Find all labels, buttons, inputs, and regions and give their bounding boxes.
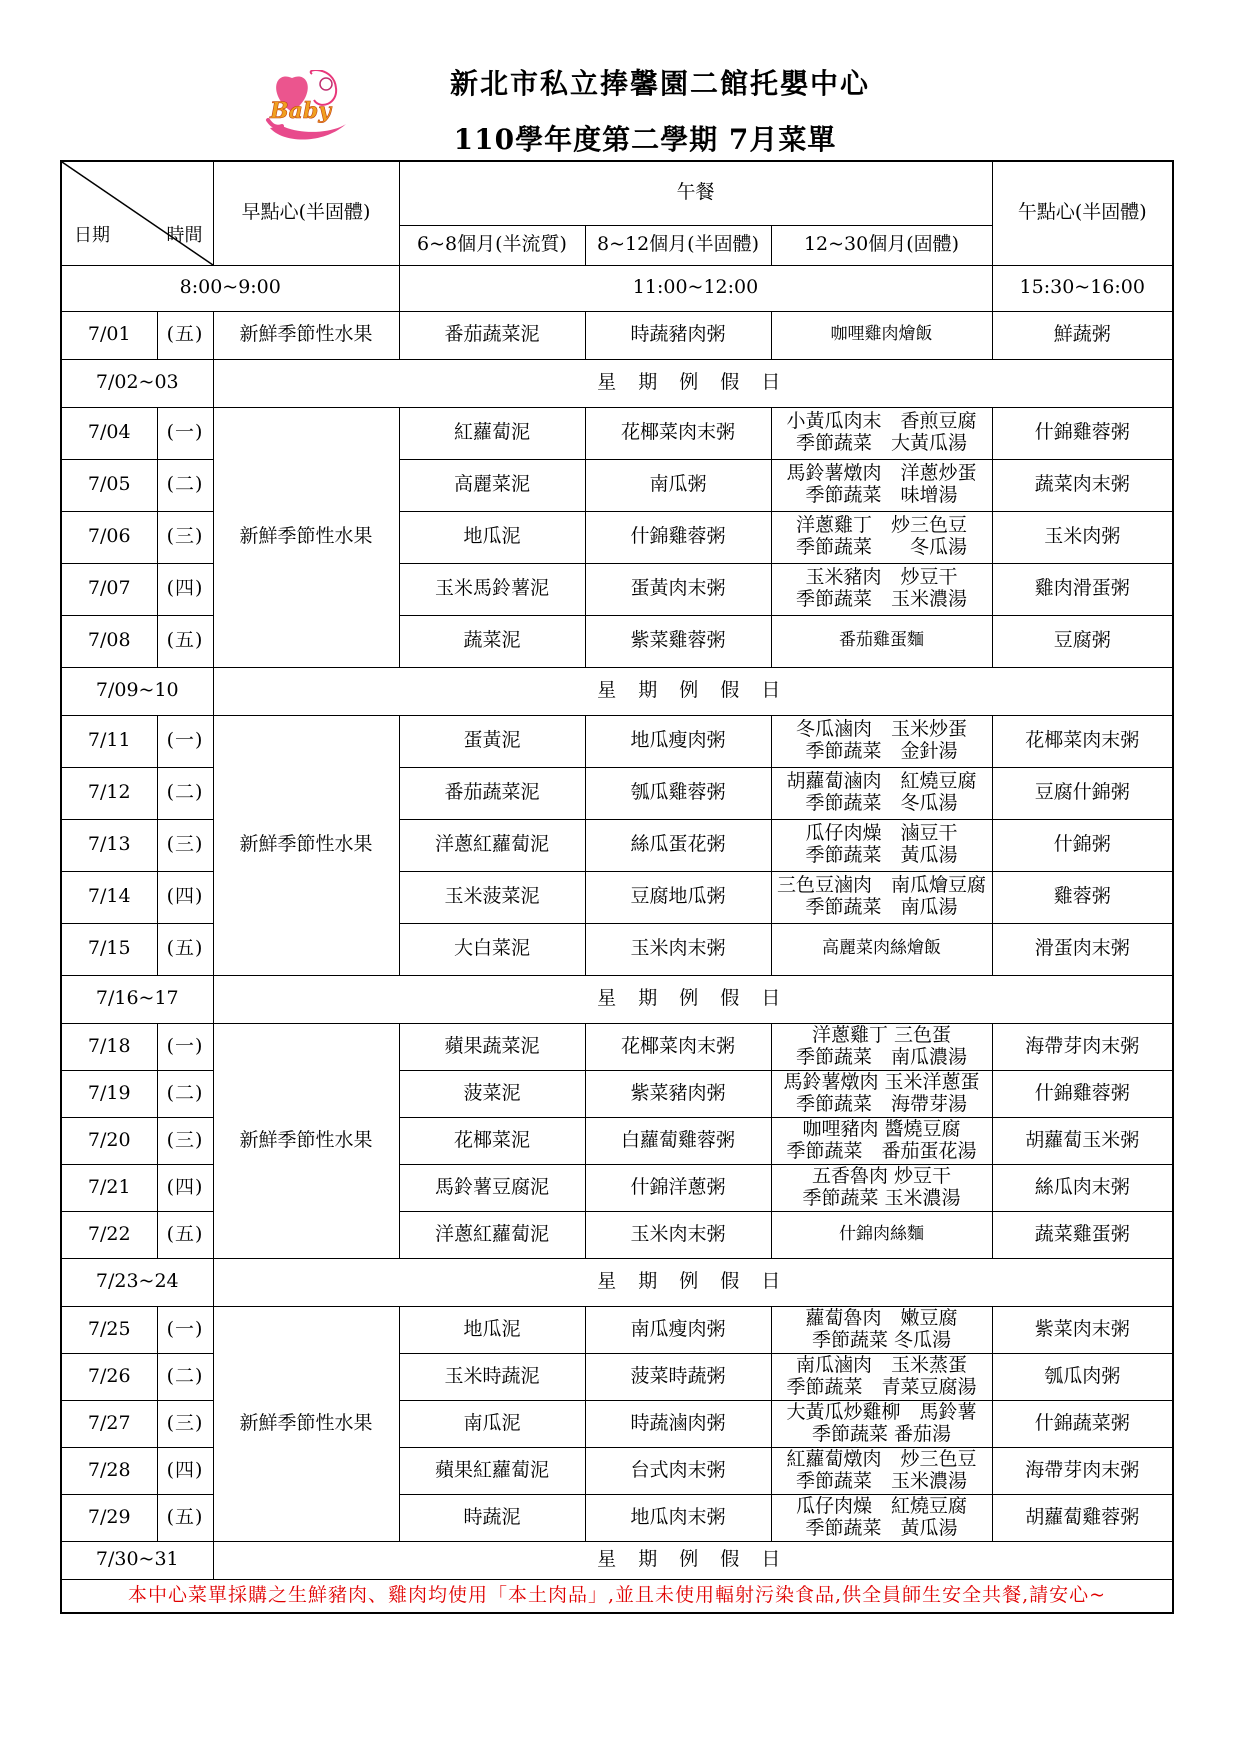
morning-snack-cell: 新鮮季節性水果 [213,407,399,667]
lunch-6-8-cell: 大白菜泥 [399,923,585,975]
lunch-8-12-cell: 紫菜雞蓉粥 [585,615,771,667]
holiday-date: 7/16~17 [61,975,213,1023]
lunch-12-30-line2: 季節蔬菜 味增湯 [805,484,958,506]
lunch-12-30-line1: 紅蘿蔔燉肉 炒三色豆 [786,1447,977,1470]
lunch-12-30-line1: 冬瓜滷肉 玉米炒蛋 [796,718,968,741]
menu-weekday: (五) [157,923,213,975]
lunch-12-30-line2: 季節蔬菜 青菜豆腐湯 [786,1375,977,1398]
lunch-8-12-cell: 豆腐地瓜粥 [585,871,771,923]
menu-date: 7/25 [61,1306,157,1353]
lunch-12-30-line2: 季節蔬菜 大黃瓜湯 [796,432,968,454]
menu-date: 7/26 [61,1353,157,1400]
lunch-6-8-cell: 馬鈴薯豆腐泥 [399,1164,585,1211]
afternoon-snack-cell: 胡蘿蔔雞蓉粥 [992,1494,1173,1541]
menu-weekday: (四) [157,871,213,923]
lunch-6-8-cell: 地瓜泥 [399,1306,585,1353]
footer-note: 本中心菜單採購之生鮮豬肉、雞肉均使用「本土肉品」,並且未使用輻射污染食品,供全員師生安全共餐,請安心~ [61,1579,1173,1613]
afternoon-snack-cell: 海帶芽肉末粥 [992,1447,1173,1494]
morning-snack-cell: 新鮮季節性水果 [213,1306,399,1541]
menu-date: 7/19 [61,1070,157,1117]
lunch-12-30-cell [771,1023,992,1070]
lunch-8-12-cell: 時蔬滷肉粥 [585,1400,771,1447]
holiday-date: 7/23~24 [61,1258,213,1306]
lunch-12-30-line2: 季節蔬菜 金針湯 [805,740,958,762]
lunch-6-8-cell: 高麗菜泥 [399,459,585,511]
morning-snack-cell: 新鮮季節性水果 [213,311,399,359]
afternoon-snack-cell: 胡蘿蔔玉米粥 [992,1117,1173,1164]
time-afternoon: 15:30~16:00 [992,265,1173,311]
menu-weekday: (三) [157,511,213,563]
holiday-label: 星 期 例 假 日 [213,1541,1173,1579]
table-row [61,1023,1173,1070]
lunch-12-30-line2: 季節蔬菜 冬瓜湯 [796,536,968,558]
holiday-row [61,1258,1173,1306]
table-row [61,407,1173,459]
lunch-12-30-cell [771,563,992,615]
lunch-12-30-cell [771,923,992,975]
holiday-label: 星 期 例 假 日 [213,1258,1173,1306]
holiday-date: 7/02~03 [61,359,213,407]
afternoon-snack-cell: 滑蛋肉末粥 [992,923,1173,975]
lunch-6-8-cell: 花椰菜泥 [399,1117,585,1164]
lunch-12-30-line1: 咖哩豬肉 醬燒豆腐 [802,1117,961,1140]
holiday-label: 星 期 例 假 日 [213,975,1173,1023]
afternoon-snack-cell: 蔬菜肉末粥 [992,459,1173,511]
menu-date: 7/05 [61,459,157,511]
lunch-8-12-cell: 南瓜瘦肉粥 [585,1306,771,1353]
lunch-8-12-header: 8~12個月(半固體) [585,225,771,265]
afternoon-snack-cell: 鮮蔬粥 [992,311,1173,359]
lunch-8-12-cell: 白蘿蔔雞蓉粥 [585,1117,771,1164]
lunch-6-8-cell: 玉米時蔬泥 [399,1353,585,1400]
holiday-row [61,359,1173,407]
lunch-12-30-cell [771,819,992,871]
lunch-12-30-line1: 小黃瓜肉末 香煎豆腐 [786,410,977,433]
lunch-12-30-cell [771,511,992,563]
table-row [61,311,1173,359]
lunch-6-8-header: 6~8個月(半流質) [399,225,585,265]
morning-snack-header: 早點心(半固體) [213,161,399,265]
menu-date: 7/27 [61,1400,157,1447]
lunch-8-12-cell: 地瓜瘦肉粥 [585,715,771,767]
lunch-12-30-cell [771,407,992,459]
lunch-6-8-cell: 蘋果蔬菜泥 [399,1023,585,1070]
menu-weekday: (五) [157,615,213,667]
afternoon-snack-header: 午點心(半固體) [992,161,1173,265]
holiday-label: 星 期 例 假 日 [213,359,1173,407]
afternoon-snack-cell: 雞肉滑蛋粥 [992,563,1173,615]
menu-date: 7/15 [61,923,157,975]
menu-date: 7/20 [61,1117,157,1164]
menu-weekday: (四) [157,1164,213,1211]
lunch-12-30-cell [771,1164,992,1211]
lunch-12-30-cell [771,871,992,923]
menu-date: 7/13 [61,819,157,871]
lunch-8-12-cell: 南瓜粥 [585,459,771,511]
lunch-8-12-cell: 台式肉末粥 [585,1447,771,1494]
lunch-12-30-line1: 高麗菜肉絲燴飯 [822,938,941,959]
lunch-12-30-line1: 蘿蔔魯肉 嫩豆腐 [805,1306,958,1329]
holiday-row [61,1541,1173,1579]
lunch-6-8-cell: 洋蔥紅蘿蔔泥 [399,819,585,871]
lunch-12-30-line1: 瓜仔肉燥 滷豆干 [805,822,958,845]
lunch-6-8-cell: 地瓜泥 [399,511,585,563]
menu-table [60,160,1174,1614]
lunch-6-8-cell: 玉米菠菜泥 [399,871,585,923]
lunch-12-30-cell [771,1306,992,1353]
lunch-12-30-cell [771,311,992,359]
holiday-row [61,667,1173,715]
date-time-header-cell [61,161,213,265]
lunch-12-30-line2: 季節蔬菜 冬瓜湯 [811,1328,952,1351]
holiday-date: 7/09~10 [61,667,213,715]
lunch-8-12-cell: 什錦雞蓉粥 [585,511,771,563]
lunch-8-12-cell: 花椰菜肉末粥 [585,1023,771,1070]
menu-date: 7/04 [61,407,157,459]
lunch-8-12-cell: 蛋黃肉末粥 [585,563,771,615]
lunch-12-30-line2: 季節蔬菜 玉米濃湯 [802,1186,961,1209]
afternoon-snack-cell: 豆腐什錦粥 [992,767,1173,819]
morning-snack-cell: 新鮮季節性水果 [213,715,399,975]
lunch-6-8-cell: 番茄蔬菜泥 [399,311,585,359]
page-header [0,0,1240,160]
lunch-8-12-cell: 瓠瓜雞蓉粥 [585,767,771,819]
lunch-12-30-cell [771,1353,992,1400]
lunch-8-12-cell: 地瓜肉末粥 [585,1494,771,1541]
menu-weekday: (一) [157,407,213,459]
menu-date: 7/06 [61,511,157,563]
menu-weekday: (三) [157,819,213,871]
lunch-8-12-cell: 什錦洋蔥粥 [585,1164,771,1211]
lunch-12-30-line1: 胡蘿蔔滷肉 紅燒豆腐 [786,770,977,793]
lunch-12-30-line2: 季節蔬菜 南瓜湯 [805,896,958,918]
afternoon-snack-cell: 瓠瓜肉粥 [992,1353,1173,1400]
lunch-12-30-cell [771,715,992,767]
lunch-6-8-cell: 蔬菜泥 [399,615,585,667]
menu-weekday: (二) [157,767,213,819]
lunch-8-12-cell: 菠菜時蔬粥 [585,1353,771,1400]
afternoon-snack-cell: 花椰菜肉末粥 [992,715,1173,767]
lunch-6-8-cell: 番茄蔬菜泥 [399,767,585,819]
menu-weekday: (一) [157,1023,213,1070]
lunch-12-30-cell [771,767,992,819]
lunch-6-8-cell: 時蔬泥 [399,1494,585,1541]
logo-text: Baby [270,98,332,124]
lunch-8-12-cell: 玉米肉末粥 [585,1211,771,1258]
lunch-6-8-cell: 玉米馬鈴薯泥 [399,563,585,615]
lunch-8-12-cell: 紫菜豬肉粥 [585,1070,771,1117]
lunch-12-30-line1: 玉米豬肉 炒豆干 [805,566,958,589]
lunch-12-30-line1: 瓜仔肉燥 紅燒豆腐 [796,1494,968,1517]
morning-snack-cell: 新鮮季節性水果 [213,1023,399,1258]
afternoon-snack-cell: 絲瓜肉末粥 [992,1164,1173,1211]
afternoon-snack-cell: 什錦粥 [992,819,1173,871]
lunch-12-30-line1: 五香魯肉 炒豆干 [811,1164,952,1187]
afternoon-snack-cell: 蔬菜雞蛋粥 [992,1211,1173,1258]
menu-date: 7/18 [61,1023,157,1070]
lunch-12-30-cell [771,1494,992,1541]
menu-date: 7/11 [61,715,157,767]
lunch-12-30-line2: 季節蔬菜 海帶芽湯 [796,1092,968,1115]
afternoon-snack-cell: 什錦蔬菜粥 [992,1400,1173,1447]
lunch-12-30-cell [771,1117,992,1164]
lunch-12-30-cell [771,1070,992,1117]
lunch-12-30-line1: 番茄雞蛋麵 [839,630,924,651]
lunch-6-8-cell: 洋蔥紅蘿蔔泥 [399,1211,585,1258]
menu-weekday: (二) [157,1353,213,1400]
lunch-6-8-cell: 蛋黃泥 [399,715,585,767]
lunch-6-8-cell: 蘋果紅蘿蔔泥 [399,1447,585,1494]
time-lunch: 11:00~12:00 [399,265,992,311]
menu-date: 7/14 [61,871,157,923]
lunch-6-8-cell: 紅蘿蔔泥 [399,407,585,459]
lunch-12-30-line2: 季節蔬菜 南瓜濃湯 [796,1045,968,1068]
lunch-12-30-line1: 馬鈴薯燉肉 洋蔥炒蛋 [786,462,977,485]
menu-date: 7/28 [61,1447,157,1494]
time-label: 時間 [166,225,203,246]
menu-weekday: (三) [157,1117,213,1164]
afternoon-snack-cell: 豆腐粥 [992,615,1173,667]
menu-date: 7/01 [61,311,157,359]
menu-weekday: (五) [157,1211,213,1258]
lunch-12-30-line1: 三色豆滷肉 南瓜燴豆腐 [777,874,987,897]
lunch-12-30-line2: 季節蔬菜 番茄湯 [811,1422,952,1445]
afternoon-snack-cell: 什錦雞蓉粥 [992,1070,1173,1117]
menu-weekday: (一) [157,1306,213,1353]
date-label: 日期 [74,225,110,246]
lunch-8-12-cell: 時蔬豬肉粥 [585,311,771,359]
menu-weekday: (二) [157,1070,213,1117]
time-morning: 8:00~9:00 [61,265,399,311]
lunch-12-30-cell [771,1447,992,1494]
lunch-12-30-line2: 季節蔬菜 黃瓜湯 [805,844,958,866]
lunch-12-30-line1: 大黃瓜炒雞柳 馬鈴薯 [786,1400,977,1423]
lunch-12-30-line1: 咖哩雞肉燴飯 [830,324,933,345]
menu-weekday: (五) [157,1494,213,1541]
afternoon-snack-cell: 海帶芽肉末粥 [992,1023,1173,1070]
lunch-12-30-cell [771,615,992,667]
menu-date: 7/08 [61,615,157,667]
lunch-12-30-line2: 季節蔬菜 玉米濃湯 [796,1469,968,1492]
footer-row [61,1579,1173,1613]
menu-weekday: (四) [157,563,213,615]
lunch-12-30-line2: 季節蔬菜 番茄蛋花湯 [786,1139,977,1162]
lunch-12-30-line1: 洋蔥雞丁 炒三色豆 [796,514,968,537]
menu-weekday: (四) [157,1447,213,1494]
holiday-row [61,975,1173,1023]
page-subtitle: 110學年度第二學期 7月菜單 [453,123,837,156]
lunch-8-12-cell: 玉米肉末粥 [585,923,771,975]
menu-date: 7/07 [61,563,157,615]
lunch-12-30-line1: 馬鈴薯燉肉 玉米洋蔥蛋 [783,1070,980,1093]
lunch-12-30-line2: 季節蔬菜 冬瓜湯 [805,792,958,814]
lunch-6-8-cell: 南瓜泥 [399,1400,585,1447]
lunch-12-30-line2: 季節蔬菜 黃瓜湯 [805,1516,958,1539]
lunch-12-30-cell [771,1400,992,1447]
menu-weekday: (一) [157,715,213,767]
afternoon-snack-cell: 什錦雞蓉粥 [992,407,1173,459]
lunch-12-30-line2: 季節蔬菜 玉米濃湯 [796,588,968,610]
holiday-label: 星 期 例 假 日 [213,667,1173,715]
lunch-header: 午餐 [399,161,992,225]
lunch-12-30-cell [771,459,992,511]
lunch-12-30-cell [771,1211,992,1258]
lunch-8-12-cell: 絲瓜蛋花粥 [585,819,771,871]
menu-date: 7/12 [61,767,157,819]
menu-weekday: (五) [157,311,213,359]
menu-weekday: (三) [157,1400,213,1447]
lunch-6-8-cell: 菠菜泥 [399,1070,585,1117]
menu-date: 7/22 [61,1211,157,1258]
lunch-12-30-line1: 洋蔥雞丁 三色蛋 [811,1023,952,1046]
lunch-12-30-line1: 南瓜滷肉 玉米蒸蛋 [796,1353,968,1376]
table-row [61,1306,1173,1353]
lunch-12-30-line1: 什錦肉絲麵 [839,1223,924,1244]
menu-date: 7/29 [61,1494,157,1541]
table-row [61,715,1173,767]
afternoon-snack-cell: 紫菜肉末粥 [992,1306,1173,1353]
menu-weekday: (二) [157,459,213,511]
holiday-date: 7/30~31 [61,1541,213,1579]
afternoon-snack-cell: 玉米肉粥 [992,511,1173,563]
afternoon-snack-cell: 雞蓉粥 [992,871,1173,923]
lunch-12-30-header: 12~30個月(固體) [771,225,992,265]
menu-date: 7/21 [61,1164,157,1211]
lunch-8-12-cell: 花椰菜肉末粥 [585,407,771,459]
page-title: 新北市私立捧馨園二館托嬰中心 [449,67,870,100]
